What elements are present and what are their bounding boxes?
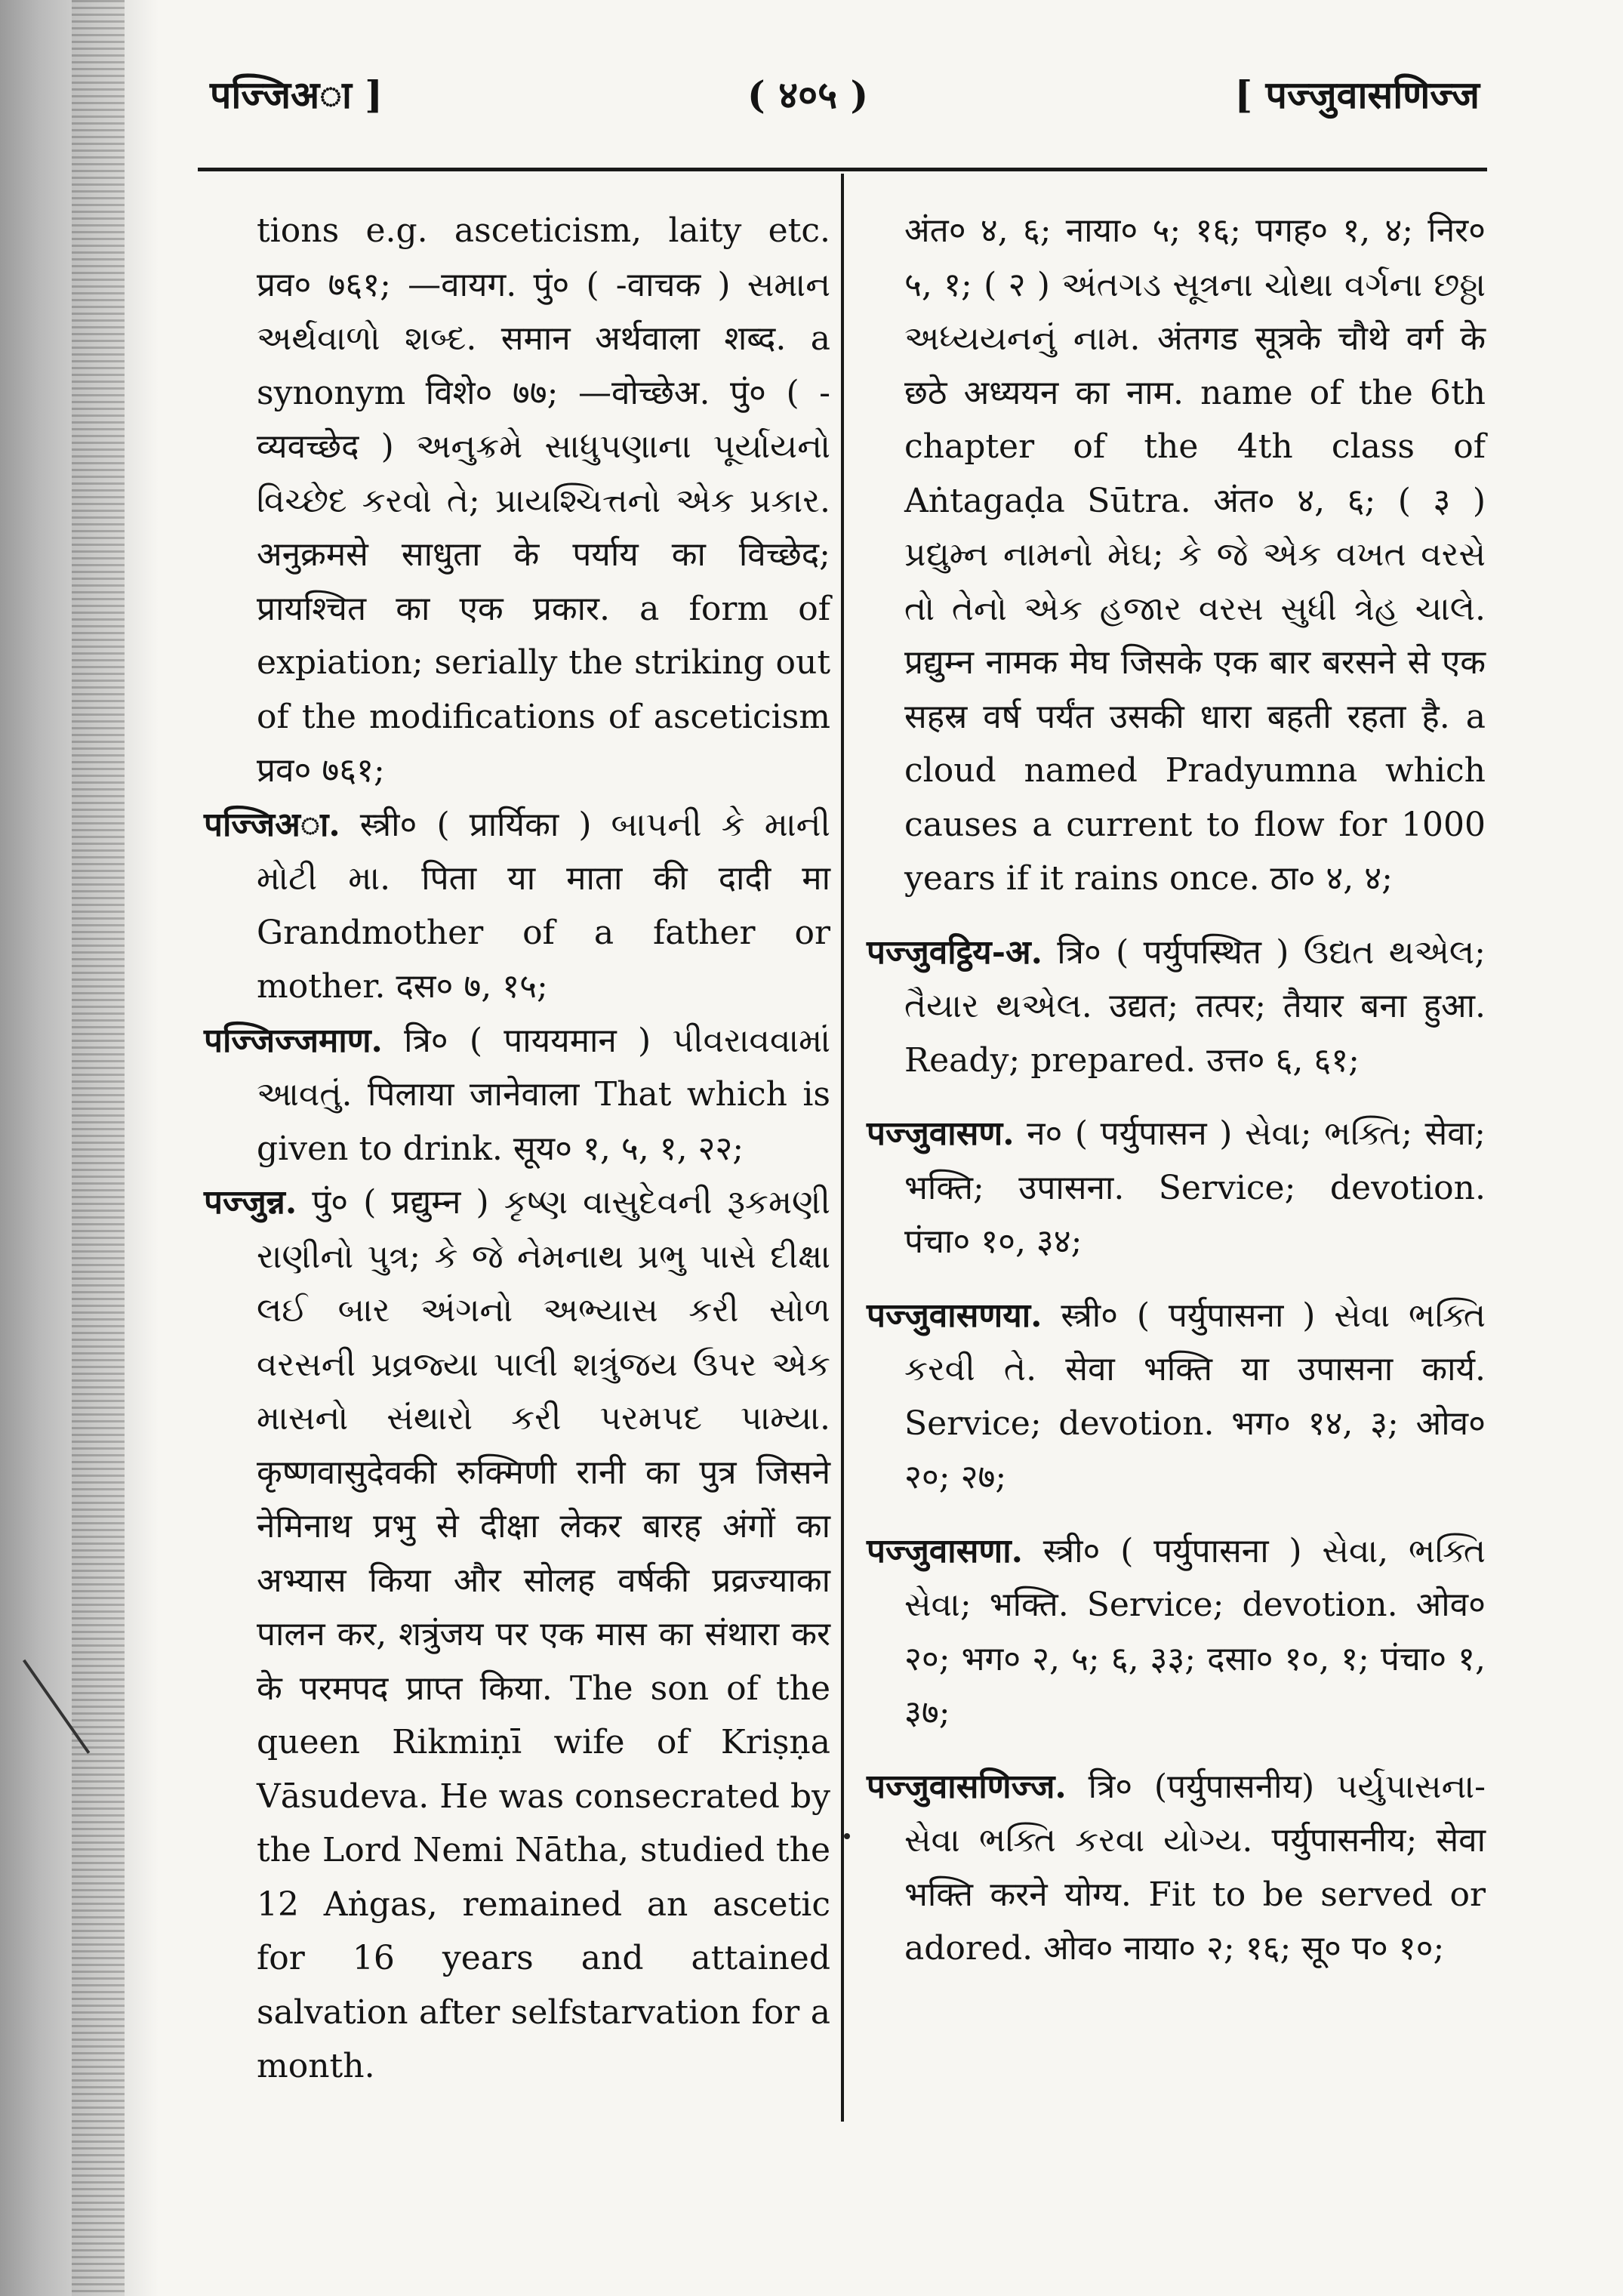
- left-guide-word: पज्जिअा ]: [210, 72, 383, 117]
- entry-definition: पुं० ( प्रद्युम्न ) કૃષ્ણ વાસુદેવની રૂકમણી રાણીનો પુત્ર; કે જે નેમનાથ પ્રભુ પાસે દીક્ષા લઈ બાર અંગનો અભ્યાસ કરી સોળ વરસની પ્રવ્રજ્યા પાલી શત્રુંજય ઉપર એક માસનો સંથારો કરી પરમપદ પામ્યા. कृष्णवासुदेवकी रुक्मिणी रानी का पुत्र जिसने नेमिनाथ प्रभु से दीक्षा लेकर बारह अंगों का अभ्यास किया और सोलह वर्षकी प्रव्रज्याका पालन कर, शत्रुंजय पर एक मास का संथारा कर के परमपद प्राप्त किया. The son of the queen Rikmiṇī wife of Kriṣṇa Vāsudeva. He was consecrated by the Lord Nemi Nātha, studied the 12 Aṅgas, remained an ascetic for 16 years and attained salvation after selfstarvation for a month.: [257, 1183, 830, 2085]
- entry-definition: स्त्री० ( प्रार्यिका ) બાપની કે માની મોટી મા. पिता या माता की दादी मा Grandmother of a father or mother. दस० ७, १५;: [257, 805, 830, 1006]
- left-column: [204, 204, 830, 2094]
- right-guide-word: [ पज्जुवासणिज्ज: [1234, 72, 1480, 117]
- dictionary-entry: [867, 1289, 1486, 1505]
- entry-definition: त्रि० (पर्युपासनीय) પર્યુપાસના-સેવા ભક્તિ કરવા યોગ્ય. पर्युपासनीय; सेवा भक्ति करने योग्य. Fit to be served or adored. ओव० नाया० २; १६; सू० प० १०;: [904, 1767, 1486, 1968]
- entry-headword: पज्जिज्जमाण.: [204, 1021, 383, 1060]
- column-divider: [841, 174, 844, 2122]
- entry-definition: tions e.g. asceticism, laity etc. प्रव० ७६१; —वायग. पुं० ( -वाचक ) સમાન અર્થવાળો શબ્દ. समान अर्थवाला शब्द. a synonym विशे० ७७; —वोच्छेअ. पुं० ( -व्यवच्छेद ) અનુક્રમે સાધુપણાના પૂર્યાયનો વિચ્છેદ કરવો તે; પ્રાયશ્ચિત્તનો એક પ્રકાર. अनुक्रमसे साधुता के पर्याय का विच्छेद; प्रायश्चित का एक प्रकार. a form of expiation; serially the striking out of the modifications of asceticism प्रव० ७६१;: [257, 211, 830, 790]
- entry-headword: पज्जुवासणा.: [867, 1531, 1023, 1570]
- dictionary-entry: [867, 1760, 1486, 1976]
- dictionary-entry: [204, 1176, 830, 2094]
- entry-headword: पज्जुवट्ठिय-अ.: [867, 932, 1042, 972]
- entry-definition: अंत० ४, ६; नाया० ५; १६; पगह० १, ४; निर० ५, १; ( २ ) અંતગડ સૂત્રના ચોથા વર્ગના છઠ્ઠા અધ્યયનનું નામ. अंतगड सूत्रके चौथे वर्ग के छठे अध्ययन का नाम. name of the 6th chapter of the 4th class of Aṅtagaḍa Sūtra. अंत० ४, ६; ( ३ ) પ્રદ્યુમ્ન નામનો મેઘ; કે જે એક વખત વરસે તો તેનો એક હજાર વરસ સુધી ત્રેહ ચાલે. प्रद्युम्न नामक मेघ जिसके एक बार बरसने से एक सहस्र वर्ष पर्यंत उसकी धारा बहती रहता है. a cloud named Pradyumna which causes a current to flow for 1000 years if it rains once. ठा० ४, ४;: [904, 211, 1486, 898]
- entry-headword: पज्जुवासण.: [867, 1114, 1015, 1153]
- right-column: [867, 204, 1486, 1976]
- dictionary-entry: [867, 926, 1486, 1088]
- entry-headword: पज्जिअा.: [204, 805, 340, 844]
- dictionary-entry: [204, 1014, 830, 1176]
- entry-definition: स्त्री० ( पर्युपासना ) સેવા ભક્તિ કરવી તે. सेवा भक्ति या उपासना कार्य. Service; devotion. भग० १४, ३; ओव० २०; २७;: [904, 1296, 1486, 1496]
- header-rule: [198, 168, 1487, 171]
- dictionary-entry: [867, 204, 1486, 906]
- ink-dot: [844, 1833, 850, 1839]
- binding-texture: [72, 0, 125, 2296]
- entry-definition: न० ( पर्युपासन ) સેવા; ભક્તિ; सेवा; भक्ति; उपासना. Service; devotion. पंचा० १०, ३४;: [904, 1114, 1486, 1261]
- dictionary-entry: [867, 1524, 1486, 1740]
- dictionary-entry: [204, 798, 830, 1014]
- dictionary-entry: [204, 204, 830, 798]
- dictionary-entry: [867, 1107, 1486, 1269]
- page-number: ( ४०५ ): [747, 72, 869, 117]
- entry-headword: पज्जुन्न.: [204, 1183, 297, 1222]
- entry-headword: पज्जुवासणया.: [867, 1296, 1042, 1335]
- entry-definition: स्त्री० ( पर्युपासना ) સેવા, ભક્તિ સેવા; भक्ति. Service; devotion. ओव० २०; भग० २, ५; ६, ३३; दसा० १०, १; पंचा० १, ३७;: [904, 1531, 1486, 1732]
- entry-definition: त्रि० ( पाययमान ) પીવરાવવામાં આવતું. पिलाया जानेवाला That which is given to drink. सूय० १, ५, १, २२;: [257, 1021, 830, 1168]
- entry-definition: त्रि० ( पर्युपस्थित ) ઉદ્યત થએલ; તૈયાર થએલ. उद्यत; तत्पर; तैयार बना हुआ. Ready; prepared. उत्त० ६, ६१;: [904, 932, 1486, 1080]
- entry-headword: पज्जुवासणिज्ज.: [867, 1767, 1067, 1806]
